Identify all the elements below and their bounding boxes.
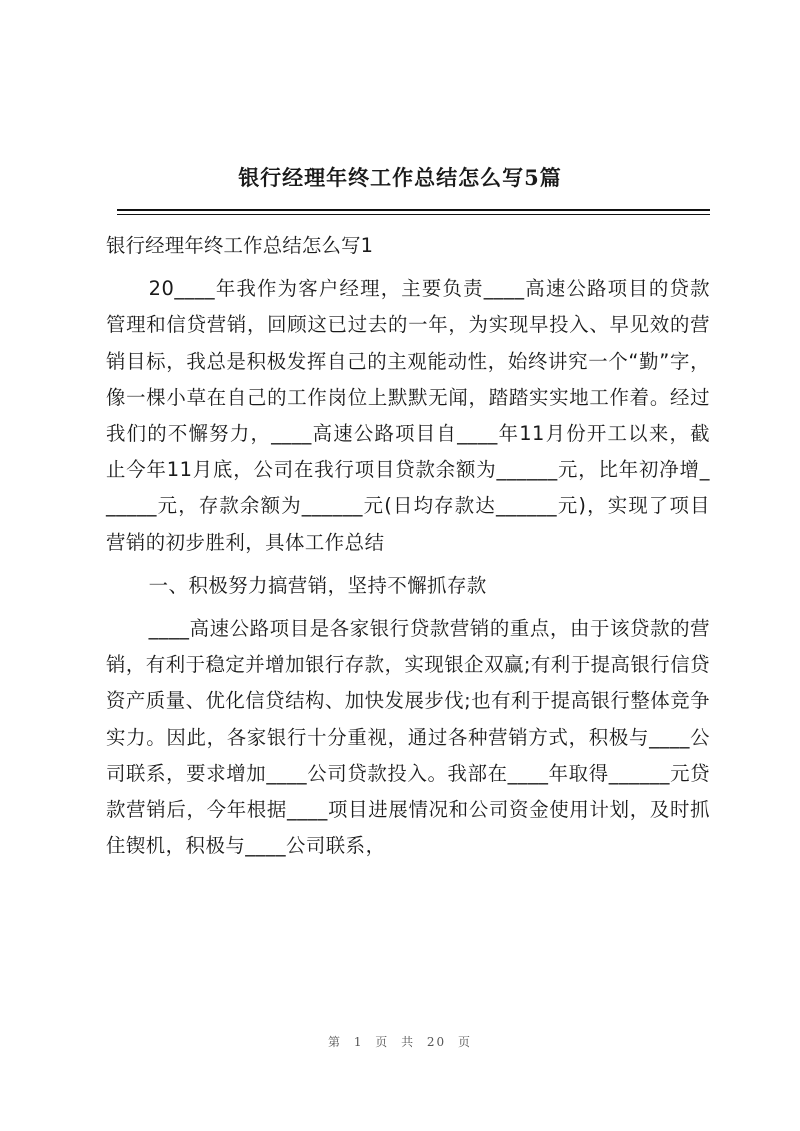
page-title: 银行经理年终工作总结怎么写5篇	[238, 165, 562, 190]
paragraph-intro: 20____年我作为客户经理，主要负责____高速公路项目的贷款管理和信贷营销，回顾这已过去的一年，为实现早投入、早见效的营销目标，我总是积极发挥自己的主观能动性，始终讲究一个“勤”字，像一棵小草在自己的工作岗位上默默无闻，踏踏实实地工作着。经过我们的不懈努力，____高速公路项目自____年11月份开工以来，截止今年11月底，公司在我行项目贷款余额为______元，比年初净增______元，存款余额为______元(日均存款达______元)，实现了项目营销的初步胜利，具体工作总结	[106, 277, 710, 554]
section-subtitle: 银行经理年终工作总结怎么写1	[106, 234, 374, 257]
title-divider-thick	[117, 209, 710, 211]
section-heading: 一、积极努力搞营销，坚持不懈抓存款	[148, 573, 487, 597]
title-divider-thin	[117, 214, 710, 215]
page-footer: 第 1 页 共 20 页	[328, 1035, 472, 1049]
document-body	[106, 228, 710, 864]
paragraph-marketing: ____高速公路项目是各家银行贷款营销的重点，由于该贷款的营销，有利于稳定并增加银行存款，实现银企双赢;有利于提高银行信贷资产质量、优化信贷结构、加快发展步伐;也有利于提高银行整体竞争实力。因此，各家银行十分重视，通过各种营销方式，积极与____公司联系，要求增加____公司贷款投入。我部在____年取得______元贷款营销后，今年根据____项目进展情况和公司资金使用计划，及时抓住锲机，积极与____公司联系，	[106, 617, 710, 858]
